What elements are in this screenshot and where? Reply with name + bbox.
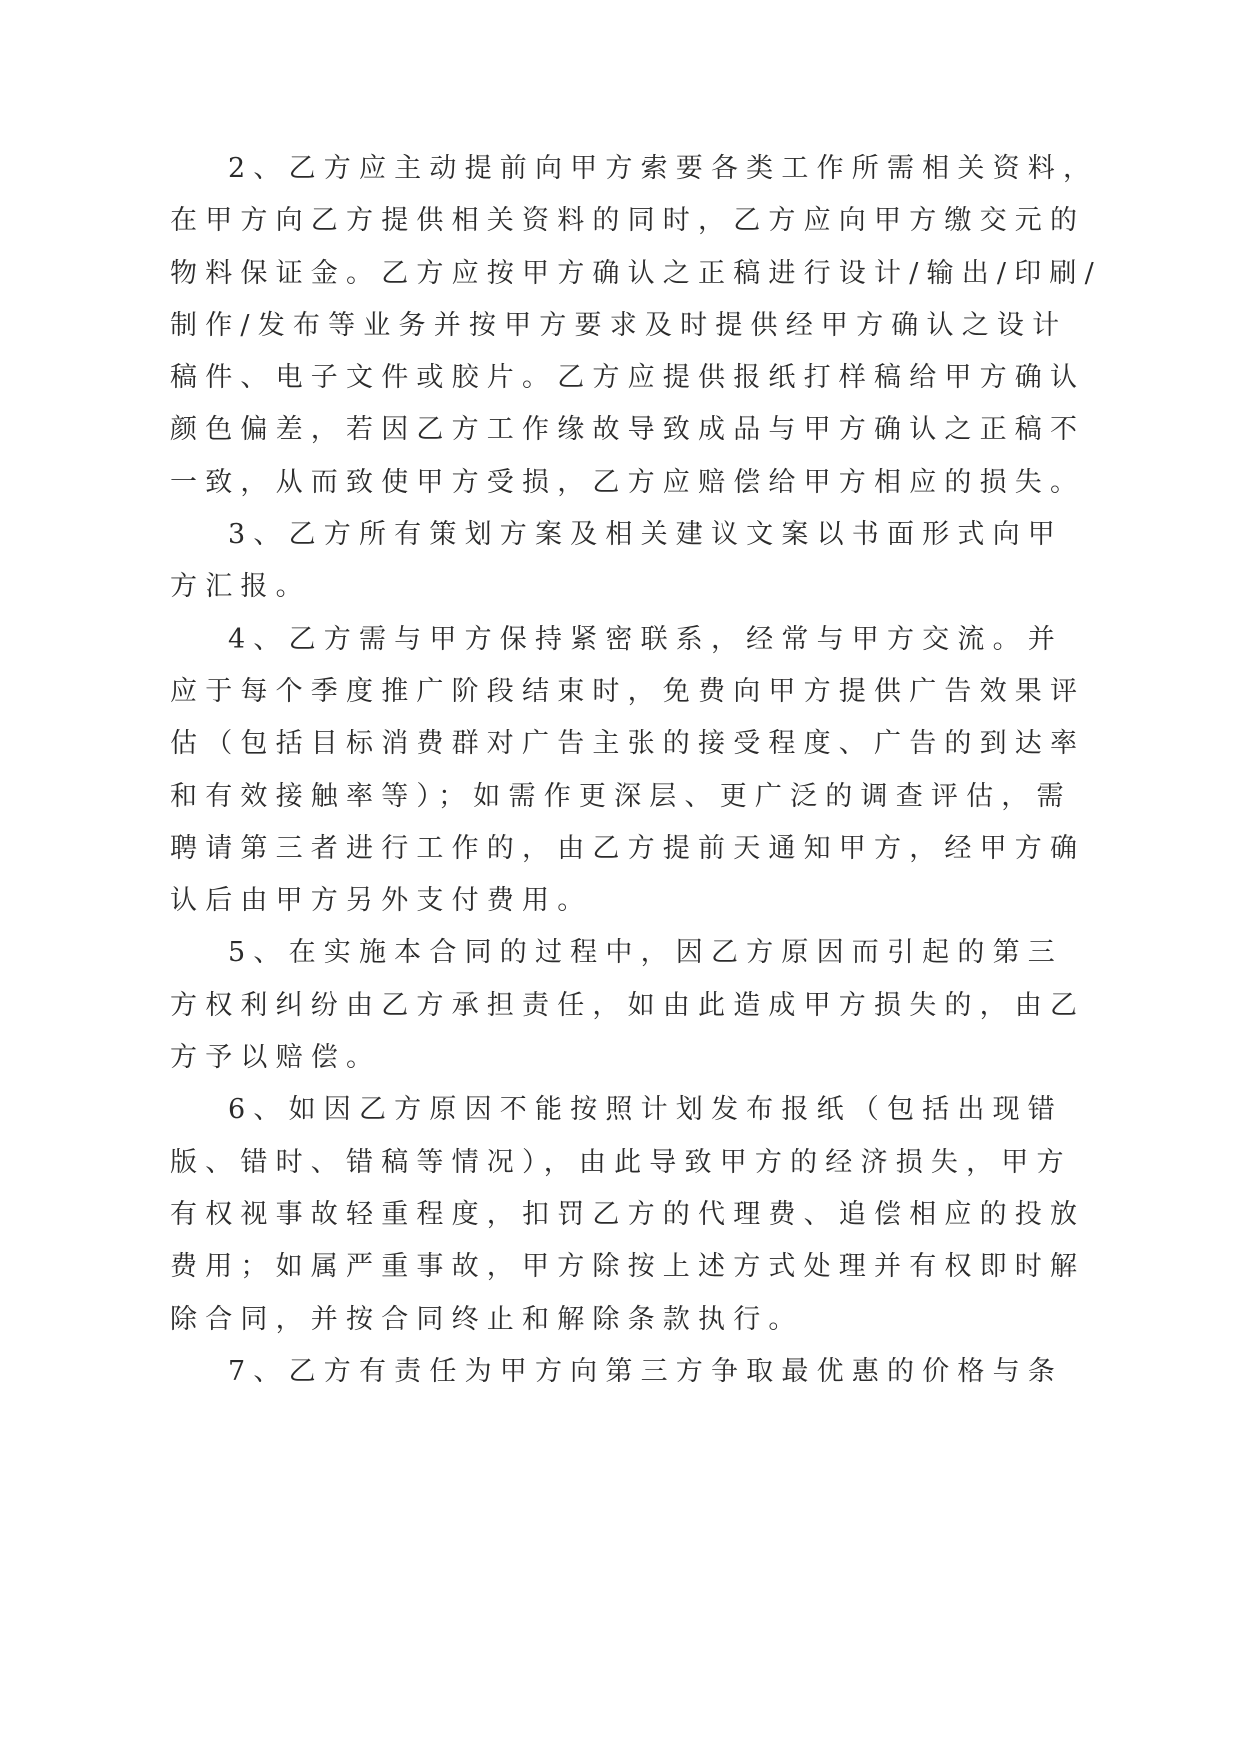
text-line: 一致，从而致使甲方受损，乙方应赔偿给甲方相应的损失。 (170, 466, 1086, 498)
text-line: 6、如因乙方原因不能按照计划发布报纸（包括出现错 (228, 1094, 1063, 1126)
text-line: 7、乙方有责任为甲方向第三方争取最优惠的价格与条 (228, 1355, 1063, 1387)
clause-5 (170, 927, 1086, 1084)
text-line: 估（包括目标消费群对广告主张的接受程度、广告的到达率 (170, 728, 1086, 760)
text-line: 制作/发布等业务并按甲方要求及时提供经甲方确认之设计 (170, 309, 1068, 341)
text-line: 5、在实施本合同的过程中，因乙方原因而引起的第三 (228, 937, 1063, 969)
text-line: 聘请第三者进行工作的，由乙方提前天通知甲方，经甲方确 (170, 832, 1086, 864)
text-line: 2、乙方应主动提前向甲方索要各类工作所需相关资料， (228, 153, 1099, 184)
text-line: 在甲方向乙方提供相关资料的同时，乙方应向甲方缴交元的 (170, 205, 1086, 237)
text-line: 方权利纠纷由乙方承担责任，如由此造成甲方损失的，由乙 (170, 989, 1086, 1021)
clause-6 (170, 1084, 1086, 1345)
clause-7 (170, 1346, 1063, 1398)
text-line: 4、乙方需与甲方保持紧密联系，经常与甲方交流。并 (228, 623, 1063, 655)
text-line: 有权视事故轻重程度，扣罚乙方的代理费、追偿相应的投放 (170, 1198, 1086, 1230)
clause-2 (170, 143, 1102, 509)
text-line: 认后由甲方另外支付费用。 (170, 885, 593, 917)
text-line: 应于每个季度推广阶段结束时，免费向甲方提供广告效果评 (170, 675, 1086, 707)
text-line: 除合同，并按合同终止和解除条款执行。 (170, 1303, 804, 1335)
text-line: 方予以赔偿。 (170, 1042, 382, 1074)
text-line: 3、乙方所有策划方案及相关建议文案以书面形式向甲 (228, 519, 1063, 551)
clause-4 (170, 614, 1086, 928)
text-line: 方汇报。 (170, 571, 311, 603)
contract-body (170, 143, 1102, 1398)
text-line: 版、错时、错稿等情况），由此导致甲方的经济损失，甲方 (170, 1146, 1072, 1178)
text-line: 颜色偏差，若因乙方工作缘故导致成品与甲方确认之正稿不 (170, 414, 1086, 446)
text-line: 费用；如属严重事故，甲方除按上述方式处理并有权即时解 (170, 1251, 1086, 1283)
text-line: 稿件、电子文件或胶片。乙方应提供报纸打样稿给甲方确认 (170, 362, 1086, 394)
text-line: 物料保证金。乙方应按甲方确认之正稿进行设计/输出/印刷/ (170, 257, 1102, 289)
clause-3 (170, 509, 1063, 614)
text-line: 和有效接触率等）；如需作更深层、更广泛的调查评估，需 (170, 780, 1072, 812)
